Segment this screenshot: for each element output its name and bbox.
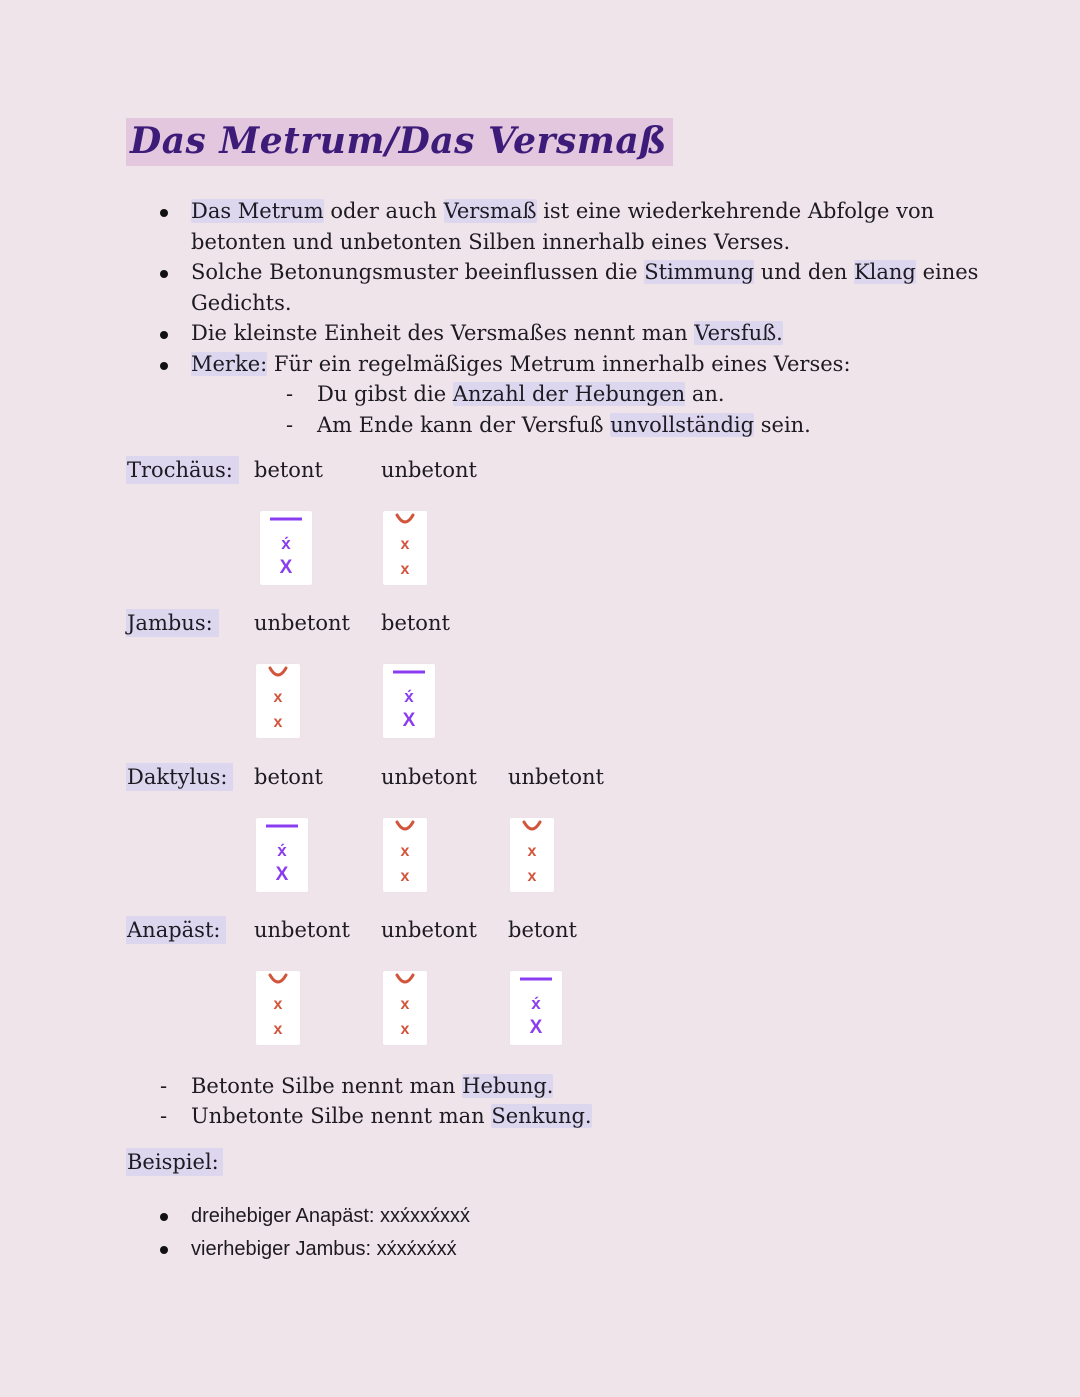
notes-list (160, 1071, 592, 1131)
stressed-syllable-card (383, 664, 435, 738)
stress-label: unbetont (381, 765, 477, 789)
unstressed-notation (256, 971, 300, 1045)
breve-mark (397, 975, 413, 982)
stress-label: betont (381, 611, 450, 635)
list-item (160, 1200, 470, 1233)
unstressed-syllable-card (383, 511, 427, 585)
stressed-syllable-card (260, 511, 312, 585)
unstressed-x-mark: x (400, 561, 410, 578)
bullet-dot (160, 362, 168, 370)
text: Solche Betonungsmuster beeinflussen die (191, 260, 645, 284)
highlight-text: Versfuß. (694, 321, 783, 345)
unstressed-notation (383, 971, 427, 1045)
example-text: vierhebiger Jambus: xx́xx́xx́xx́ (191, 1238, 457, 1260)
list-item (160, 196, 980, 257)
unstressed-x-mark: x (400, 536, 410, 553)
x-mark: X (529, 1017, 543, 1038)
list-item (160, 349, 980, 380)
unstressed-notation (383, 511, 427, 585)
examples-list (160, 1200, 470, 1266)
unstressed-notation (256, 664, 300, 738)
list-item (160, 257, 980, 318)
breve-mark (524, 822, 540, 829)
dash: - (160, 1104, 168, 1128)
highlight-text: Anzahl der Hebungen (452, 382, 686, 406)
list-item (160, 1101, 592, 1131)
stress-label: unbetont (254, 918, 350, 942)
unstressed-x-mark: x (400, 996, 410, 1013)
intro-bullets (160, 196, 980, 440)
unstressed-notation (383, 818, 427, 892)
stress-label: unbetont (254, 611, 350, 635)
stressed-x-mark: x́ (531, 994, 541, 1013)
foot-label-trochaeus: Trochäus: (126, 458, 239, 482)
text: sein. (754, 412, 811, 437)
highlight-text: Merke: (191, 351, 268, 376)
stress-label: betont (254, 765, 323, 789)
unstressed-x-mark: x (400, 843, 410, 860)
sub-item (160, 410, 980, 441)
x-mark: X (402, 710, 416, 731)
bullet-dot (160, 331, 168, 339)
highlight-text: unvollständig (610, 412, 755, 437)
stressed-syllable-card (510, 971, 562, 1045)
unstressed-x-mark: x (400, 1021, 410, 1038)
unstressed-syllable-card (383, 818, 427, 892)
stressed-x-mark: x́ (277, 841, 287, 860)
stressed-syllable-card (256, 818, 308, 892)
text: Am Ende kann der Versfuß (317, 412, 611, 437)
text: und den (754, 260, 854, 284)
dash: - (286, 382, 294, 406)
stress-label: betont (254, 458, 323, 482)
stress-label: betont (508, 918, 577, 942)
x-mark: X (275, 864, 289, 885)
sub-item (160, 379, 980, 410)
unstressed-x-mark: x (273, 714, 283, 731)
unstressed-x-mark: x (273, 996, 283, 1013)
breve-mark (270, 975, 286, 982)
unstressed-syllable-card (256, 971, 300, 1045)
unstressed-x-mark: x (273, 689, 283, 706)
bullet-dot (160, 209, 168, 217)
example-heading: Beispiel: (126, 1150, 223, 1174)
bullet-dot (160, 1213, 168, 1221)
foot-label-jambus: Jambus: (126, 611, 219, 635)
list-item (160, 1071, 592, 1101)
highlight-text: Hebung. (462, 1074, 554, 1098)
x-mark: X (279, 557, 293, 578)
text: Die kleinste Einheit des Versmaßes nennt man (191, 321, 695, 345)
stressed-notation (383, 664, 435, 738)
highlight-text: Stimmung (644, 260, 755, 284)
stressed-notation (260, 511, 312, 585)
breve-mark (270, 668, 286, 675)
highlight-text: Versmaß (443, 199, 537, 223)
dash: - (286, 412, 294, 437)
highlight-text: Senkung. (491, 1104, 592, 1128)
unstressed-x-mark: x (400, 868, 410, 885)
stress-label: unbetont (381, 458, 477, 482)
list-item (160, 318, 980, 349)
text: Du gibst die (317, 382, 453, 406)
foot-label-daktylus: Daktylus: (126, 765, 233, 789)
stressed-x-mark: x́ (281, 534, 291, 553)
unstressed-syllable-card (510, 818, 554, 892)
foot-label-anapaest: Anapäst: (126, 918, 226, 942)
highlight-text: Klang (853, 260, 916, 284)
page-title: Das Metrum/Das Versmaß (126, 118, 673, 166)
example-text: dreihebiger Anapäst: xxx́xxx́xxx́ (191, 1205, 471, 1227)
stress-label: unbetont (381, 918, 477, 942)
dash: - (160, 1074, 168, 1098)
unstressed-notation (510, 818, 554, 892)
stressed-notation (256, 818, 308, 892)
stress-label: unbetont (508, 765, 604, 789)
text: Für ein regelmäßiges Metrum innerhalb eines Verses: (267, 351, 851, 376)
breve-mark (397, 515, 413, 522)
bullet-dot (160, 1246, 168, 1254)
bullet-dot (160, 270, 168, 278)
text: eines Gedichts. (191, 260, 979, 315)
text: oder auch (323, 199, 444, 223)
breve-mark (397, 822, 413, 829)
text: ist eine wiederkehrende Abfolge von betonten und unbetonten Silben innerhalb eines Verses. (191, 199, 935, 254)
unstressed-x-mark: x (527, 843, 537, 860)
unstressed-syllable-card (256, 664, 300, 738)
text: Betonte Silbe nennt man (191, 1074, 463, 1098)
list-item (160, 1233, 470, 1266)
stressed-notation (510, 971, 562, 1045)
unstressed-x-mark: x (527, 868, 537, 885)
unstressed-x-mark: x (273, 1021, 283, 1038)
text: an. (685, 382, 725, 406)
stressed-x-mark: x́ (404, 687, 414, 706)
unstressed-syllable-card (383, 971, 427, 1045)
highlight-text: Das Metrum (191, 199, 324, 223)
text: Unbetonte Silbe nennt man (191, 1104, 492, 1128)
